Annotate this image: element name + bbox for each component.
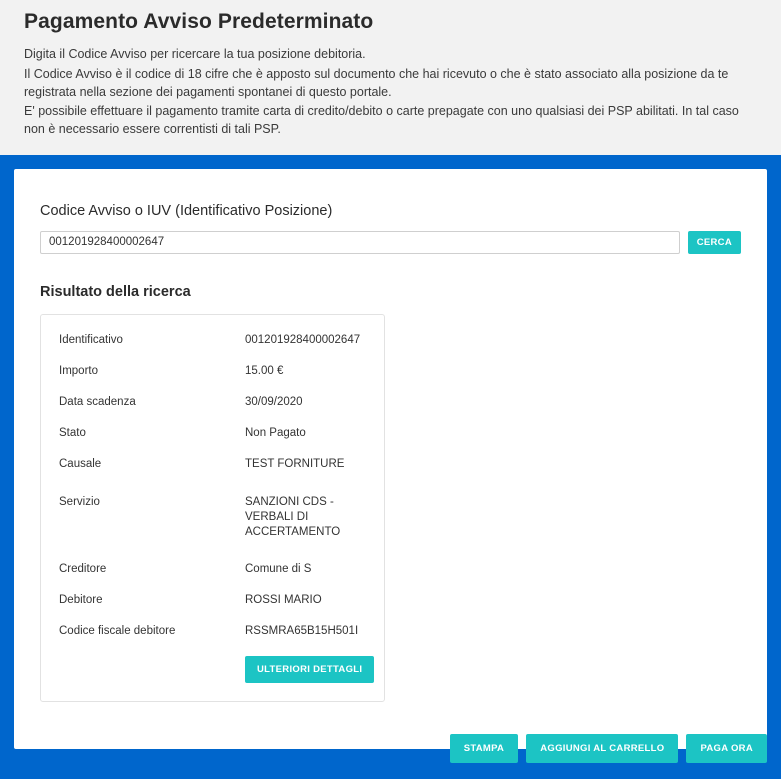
detail-value: 15.00 €: [245, 364, 284, 377]
details-button-wrap: [245, 656, 366, 683]
detail-row-codice-fiscale-debitore: [59, 624, 366, 639]
search-button[interactable]: CERCA: [688, 231, 741, 254]
detail-key: Codice fiscale debitore: [59, 625, 176, 638]
detail-value: TEST FORNITURE: [245, 458, 345, 471]
detail-row-creditore: [59, 562, 366, 577]
pay-now-button[interactable]: PAGA ORA: [686, 734, 767, 763]
detail-value: Non Pagato: [245, 427, 306, 440]
detail-key: Importo: [59, 364, 98, 377]
detail-key: Debitore: [59, 594, 103, 607]
detail-row-data-scadenza: [59, 395, 366, 410]
add-to-cart-button[interactable]: AGGIUNGI AL CARRELLO: [526, 734, 678, 763]
result-box: [40, 314, 385, 702]
detail-key: Creditore: [59, 563, 107, 576]
intro-section: [0, 0, 781, 155]
detail-key: Data scadenza: [59, 396, 136, 409]
detail-value: Comune di S: [245, 563, 312, 576]
content-band: [0, 155, 781, 779]
search-label: Codice Avviso o IUV (Identificativo Posizione): [40, 202, 333, 219]
detail-value: SANZIONI CDS - VERBALI DI ACCERTAMENTO: [245, 495, 341, 538]
detail-key: Servizio: [59, 495, 100, 508]
detail-value: ROSSI MARIO: [245, 594, 322, 607]
detail-row-causale: [59, 457, 366, 472]
intro-paragraph-2: Il Codice Avviso è il codice di 18 cifre che è apposto sul documento che hai ricevuto o che è stato associato alla posizione da te registrata nella sezione dei pagamenti spontanei di questo portale.: [24, 66, 729, 99]
ulteriori-dettagli-button[interactable]: ULTERIORI DETTAGLI: [245, 656, 374, 683]
detail-value: 001201928400002647: [245, 333, 361, 346]
detail-key: Causale: [59, 458, 102, 471]
detail-row-importo: [59, 364, 366, 379]
page-title: Pagamento Avviso Predeterminato: [24, 10, 374, 33]
detail-key: Stato: [59, 427, 86, 440]
detail-value: 30/09/2020: [245, 396, 303, 409]
intro-paragraph-1: Digita il Codice Avviso per ricercare la tua posizione debitoria.: [24, 47, 366, 61]
search-card: [14, 169, 767, 754]
search-row: [40, 231, 741, 254]
search-input[interactable]: [40, 231, 680, 254]
intro-paragraph-3: E' possibile effettuare il pagamento tramite carta di credito/debito o carte prepagate con uno qualsiasi dei PSP abilitati. In tal caso non è necessario essere correntisti di tali PSP.: [24, 104, 739, 136]
detail-row-stato: [59, 426, 366, 441]
detail-row-servizio: [59, 495, 366, 541]
detail-key: Identificativo: [59, 333, 123, 346]
print-button[interactable]: STAMPA: [450, 734, 519, 763]
result-title: Risultato della ricerca: [40, 283, 191, 300]
detail-row-identificativo: [59, 333, 366, 348]
detail-row-debitore: [59, 593, 366, 608]
detail-value: RSSMRA65B15H501I: [245, 625, 359, 638]
footer-actions: [450, 734, 767, 763]
